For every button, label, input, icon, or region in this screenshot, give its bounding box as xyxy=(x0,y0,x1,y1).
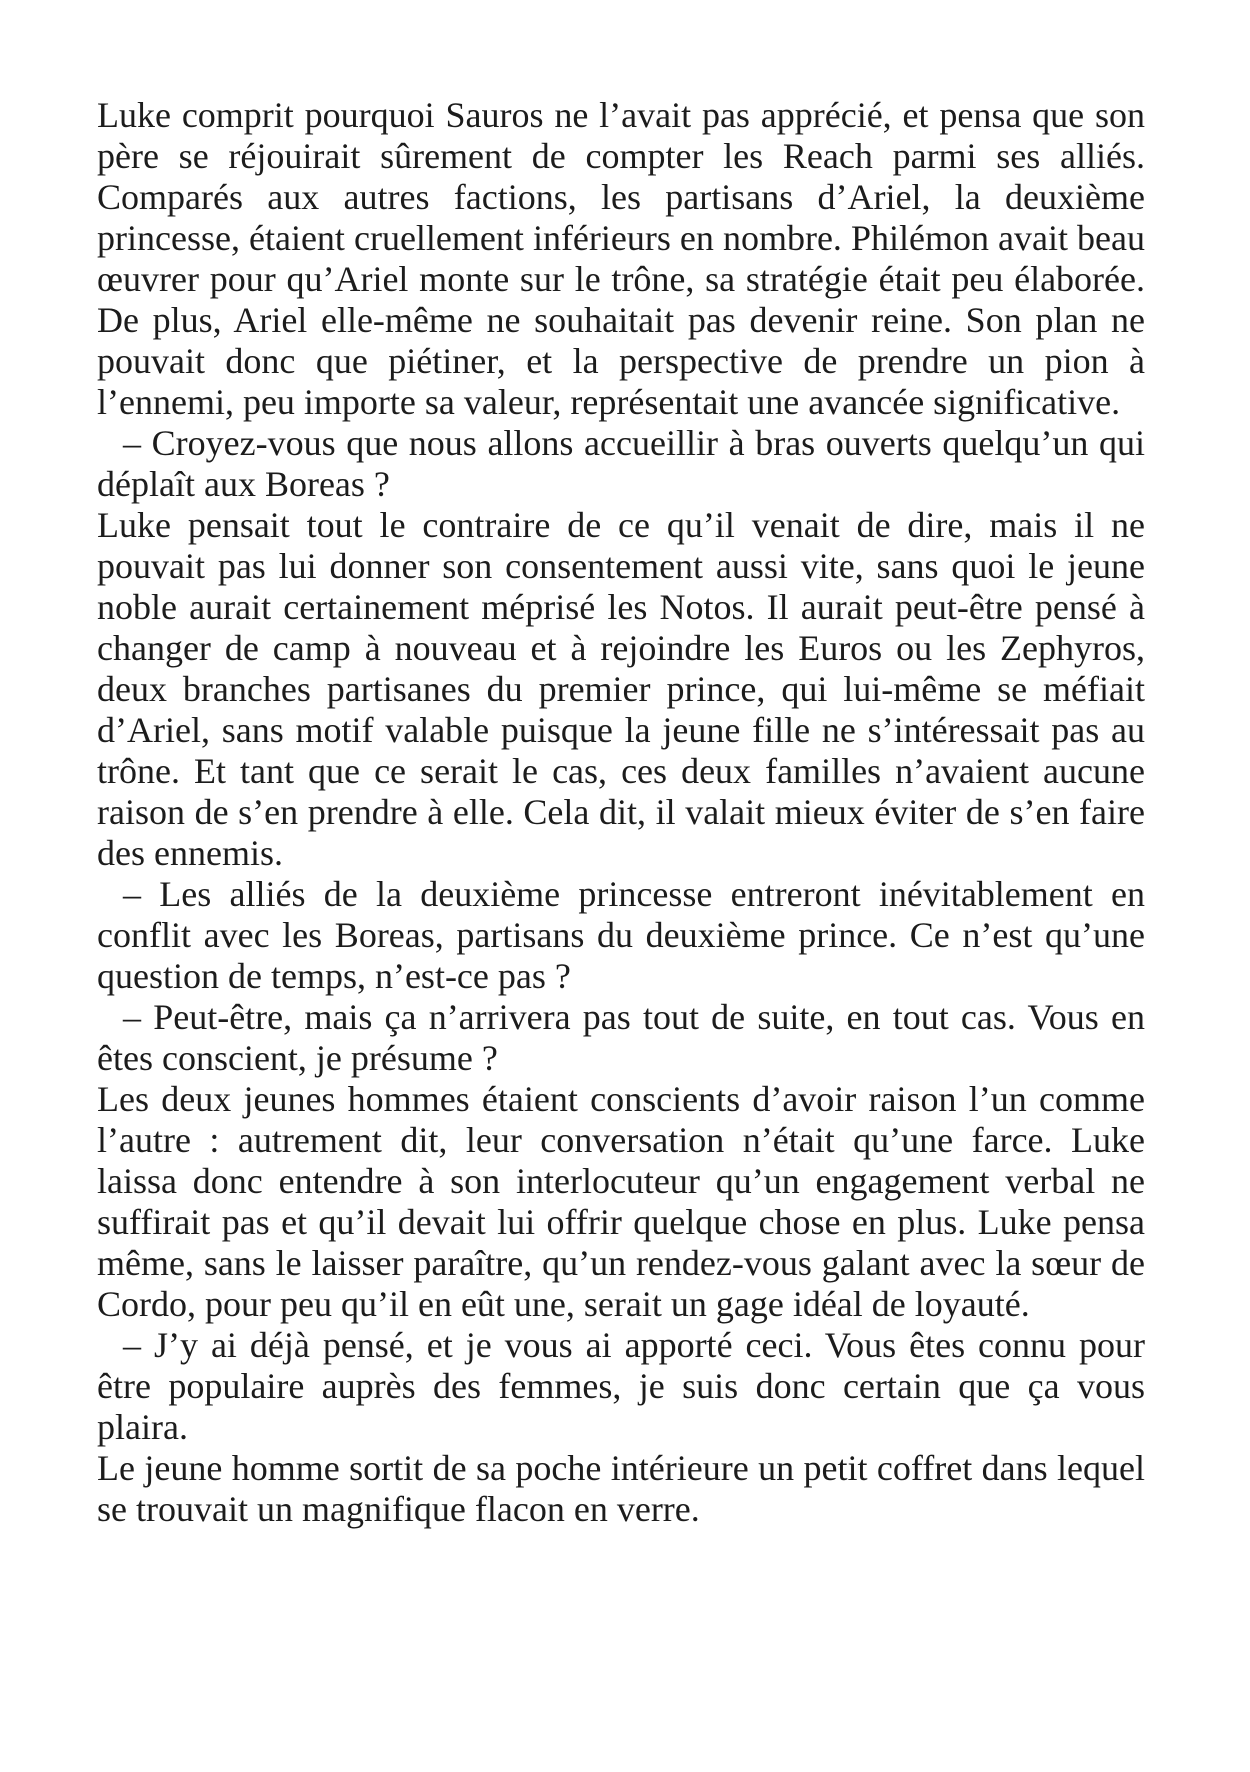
paragraph-narration-4: Le jeune homme sortit de sa poche intérieure un petit coffret dans lequel se trouvait un magnifique flacon en verre. xyxy=(97,1448,1145,1529)
paragraph-dialogue-3: – Peut-être, mais ça n’arrivera pas tout de suite, en tout cas. Vous en êtes conscient, je présume ? xyxy=(97,997,1145,1078)
paragraph-narration-1: Luke comprit pourquoi Sauros ne l’avait pas apprécié, et pensa que son père se réjouirait sûrement de compter les Reach parmi ses alliés. Comparés aux autres factions, les partisans d’Ariel, la deuxième princesse, étaient cruellement inférieurs en nombre. Philémon avait beau œuvrer pour qu’Ariel monte sur le trône, sa stratégie était peu élaborée. De plus, Ariel elle-même ne souhaitait pas devenir reine. Son plan ne pouvait donc que piétiner, et la perspective de prendre un pion à l’ennemi, peu importe sa valeur, représentait une avancée significative. xyxy=(97,95,1145,422)
paragraph-dialogue-1: – Croyez-vous que nous allons accueillir à bras ouverts quelqu’un qui déplaît aux Boreas ? xyxy=(97,423,1145,504)
paragraph-narration-2: Luke pensait tout le contraire de ce qu’il venait de dire, mais il ne pouvait pas lui donner son consentement aussi vite, sans quoi le jeune noble aurait certainement méprisé les Notos. Il aurait peut-être pensé à changer de camp à nouveau et à rejoindre les Euros ou les Zephyros, deux branches partisanes du premier prince, qui lui-même se méfiait d’Ariel, sans motif valable puisque la jeune fille ne s’intéressait pas au trône. Et tant que ce serait le cas, ces deux familles n’avaient aucune raison de s’en prendre à elle. Cela dit, il valait mieux éviter de s’en faire des ennemis. xyxy=(97,505,1145,873)
paragraph-narration-3: Les deux jeunes hommes étaient conscients d’avoir raison l’un comme l’autre : autrement dit, leur conversation n’était qu’une farce. Luke laissa donc entendre à son interlocuteur qu’un engagement verbal ne suffirait pas et qu’il devait lui offrir quelque chose en plus. Luke pensa même, sans le laisser paraître, qu’un rendez-vous galant avec la sœur de Cordo, pour peu qu’il en eût une, serait un gage idéal de loyauté. xyxy=(97,1079,1145,1324)
paragraph-dialogue-4: – J’y ai déjà pensé, et je vous ai apporté ceci. Vous êtes connu pour être populaire auprès des femmes, je suis donc certain que ça vous plaira. xyxy=(97,1325,1145,1447)
text-block xyxy=(97,95,1145,1530)
paragraph-dialogue-2: – Les alliés de la deuxième princesse entreront inévitablement en conflit avec les Boreas, partisans du deuxième prince. Ce n’est qu’une question de temps, n’est-ce pas ? xyxy=(97,874,1145,996)
